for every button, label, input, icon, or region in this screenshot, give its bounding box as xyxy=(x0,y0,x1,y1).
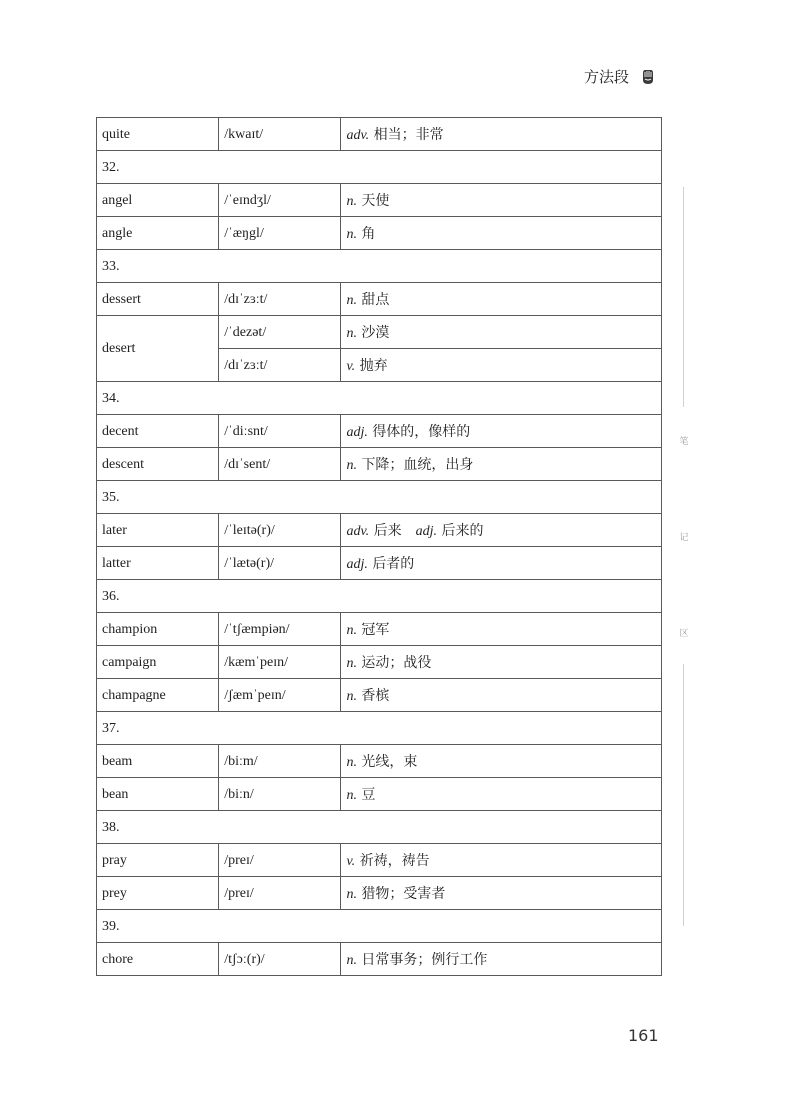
meaning-text: 香槟 xyxy=(361,688,390,704)
ipa-text: /ˈeɪndʒl/ xyxy=(224,192,271,208)
word-cell xyxy=(97,184,219,217)
group-cell xyxy=(97,151,662,184)
word-cell xyxy=(97,745,219,778)
word-cell xyxy=(97,283,219,316)
meaning-text: 天使 xyxy=(361,193,390,209)
word-text: bean xyxy=(102,786,129,802)
word-cell xyxy=(97,547,219,580)
ipa-cell xyxy=(219,646,341,679)
word-cell xyxy=(97,679,219,712)
ipa-text: /ˈlætə(r)/ xyxy=(224,555,274,571)
definition-cell xyxy=(341,448,662,481)
part-of-speech: n. xyxy=(346,656,357,671)
part-of-speech: n. xyxy=(346,689,357,704)
vocabulary-table xyxy=(96,117,662,976)
ipa-text: /preɪ/ xyxy=(224,852,254,868)
word-text: beam xyxy=(102,753,133,769)
word-text: pray xyxy=(102,852,127,868)
group-row xyxy=(97,481,662,514)
group-row xyxy=(97,151,662,184)
group-cell xyxy=(97,910,662,943)
table-row xyxy=(97,514,662,547)
meaning-text: 后者的 xyxy=(372,556,415,572)
word-text: prey xyxy=(102,885,127,901)
notes-label-char-1: 笔 xyxy=(679,437,689,447)
word-text: later xyxy=(102,522,127,538)
group-number: 33. xyxy=(102,258,120,274)
part-of-speech: n. xyxy=(346,326,357,341)
table-row xyxy=(97,679,662,712)
word-cell xyxy=(97,514,219,547)
part-of-speech: n. xyxy=(346,227,357,242)
ipa-cell xyxy=(219,943,341,976)
table-row xyxy=(97,943,662,976)
part-of-speech: n. xyxy=(346,458,357,473)
ipa-cell xyxy=(219,448,341,481)
part-of-speech: n. xyxy=(346,788,357,803)
ipa-cell xyxy=(219,745,341,778)
ipa-text: /biːm/ xyxy=(224,753,258,769)
meaning-text: 冠军 xyxy=(361,622,390,638)
group-row xyxy=(97,250,662,283)
part-of-speech: adj. xyxy=(346,557,368,572)
ipa-text: /dɪˈzɜːt/ xyxy=(224,291,268,307)
definition-cell xyxy=(341,118,662,151)
word-text: angel xyxy=(102,192,133,208)
table-row xyxy=(97,448,662,481)
meaning-text: 抛弃 xyxy=(359,358,388,374)
definition-cell xyxy=(341,184,662,217)
definition-cell xyxy=(341,943,662,976)
part-of-speech: n. xyxy=(346,887,357,902)
word-text: campaign xyxy=(102,654,157,670)
ipa-cell xyxy=(219,877,341,910)
table-row xyxy=(97,118,662,151)
hand-icon xyxy=(641,68,655,86)
notes-label-char-2: 记 xyxy=(679,533,689,543)
ipa-cell xyxy=(219,514,341,547)
ipa-cell xyxy=(219,184,341,217)
meaning-text: 日常事务；例行工作 xyxy=(361,952,488,968)
word-text: descent xyxy=(102,456,144,472)
definition-cell xyxy=(341,217,662,250)
meaning-text: 角 xyxy=(361,226,376,242)
ipa-text: /ˈdiːsnt/ xyxy=(224,423,268,439)
meaning-text: 猎物；受害者 xyxy=(361,886,446,902)
definition-cell xyxy=(341,514,662,547)
table-row xyxy=(97,877,662,910)
ipa-cell xyxy=(219,844,341,877)
table-row xyxy=(97,547,662,580)
group-cell xyxy=(97,382,662,415)
meaning-text: 得体的，像样的 xyxy=(372,424,471,440)
definition-cell xyxy=(341,547,662,580)
table-row xyxy=(97,316,662,349)
group-number: 36. xyxy=(102,588,120,604)
ipa-cell xyxy=(219,547,341,580)
group-row xyxy=(97,382,662,415)
notes-divider-bottom xyxy=(683,664,684,926)
word-text: angle xyxy=(102,225,133,241)
group-cell xyxy=(97,580,662,613)
group-row xyxy=(97,712,662,745)
meaning-text: 相当；非常 xyxy=(373,127,444,143)
definition-cell xyxy=(341,877,662,910)
group-row xyxy=(97,811,662,844)
word-text: champion xyxy=(102,621,158,637)
ipa-cell xyxy=(219,316,341,349)
ipa-text: /ˈdezət/ xyxy=(224,324,267,340)
part-of-speech: adj. xyxy=(346,425,368,440)
word-cell xyxy=(97,118,219,151)
part-of-speech: n. xyxy=(346,623,357,638)
ipa-cell xyxy=(219,778,341,811)
table-row xyxy=(97,184,662,217)
word-text: dessert xyxy=(102,291,141,307)
meaning-text: 豆 xyxy=(361,787,376,803)
ipa-text: /preɪ/ xyxy=(224,885,254,901)
part-of-speech: v. xyxy=(346,359,356,374)
word-cell xyxy=(97,877,219,910)
word-cell xyxy=(97,844,219,877)
group-number: 35. xyxy=(102,489,120,505)
definition-cell xyxy=(341,613,662,646)
group-number: 34. xyxy=(102,390,120,406)
table-row xyxy=(97,778,662,811)
definition-cell xyxy=(341,745,662,778)
part-of-speech: n. xyxy=(346,293,357,308)
table-row xyxy=(97,613,662,646)
definition-cell xyxy=(341,316,662,349)
word-text: chore xyxy=(102,951,134,967)
part-of-speech: n. xyxy=(346,953,357,968)
ipa-cell xyxy=(219,283,341,316)
ipa-text: /dɪˈsent/ xyxy=(224,456,271,472)
meaning-text: 祈祷，祷告 xyxy=(359,853,430,869)
word-text: latter xyxy=(102,555,131,571)
meaning-text: 沙漠 xyxy=(361,325,390,341)
table-row xyxy=(97,217,662,250)
meaning-text: 运动；战役 xyxy=(361,655,432,671)
ipa-cell xyxy=(219,613,341,646)
ipa-text: /dɪˈzɜːt/ xyxy=(224,357,268,373)
group-number: 37. xyxy=(102,720,120,736)
ipa-text: /ˈtʃæmpiən/ xyxy=(224,621,290,637)
meaning-text: 下降；血统，出身 xyxy=(361,457,474,473)
part-of-speech: n. xyxy=(346,755,357,770)
part-of-speech: v. xyxy=(346,854,356,869)
word-cell xyxy=(97,778,219,811)
definition-cell xyxy=(341,844,662,877)
group-cell xyxy=(97,811,662,844)
definition-cell xyxy=(341,679,662,712)
group-number: 32. xyxy=(102,159,120,175)
word-cell xyxy=(97,217,219,250)
table-row xyxy=(97,415,662,448)
word-cell xyxy=(97,613,219,646)
group-cell xyxy=(97,250,662,283)
definition-cell xyxy=(341,349,662,382)
definition-cell xyxy=(341,283,662,316)
ipa-text: /biːn/ xyxy=(224,786,254,802)
meaning-text: 光线，束 xyxy=(361,754,418,770)
group-row xyxy=(97,580,662,613)
table-row xyxy=(97,745,662,778)
ipa-text: /tʃɔː(r)/ xyxy=(224,951,265,967)
definition-cell xyxy=(341,778,662,811)
ipa-text: /kwaɪt/ xyxy=(224,126,264,142)
definition-cell xyxy=(341,646,662,679)
notes-divider-top xyxy=(683,187,684,407)
meaning-text: 后来的 xyxy=(441,523,484,539)
ipa-cell xyxy=(219,679,341,712)
part-of-speech: adj. xyxy=(415,524,437,539)
page-header xyxy=(584,66,655,87)
word-cell xyxy=(97,415,219,448)
group-cell xyxy=(97,481,662,514)
ipa-cell xyxy=(219,349,341,382)
ipa-text: /ˈleɪtə(r)/ xyxy=(224,522,275,538)
ipa-cell xyxy=(219,118,341,151)
word-cell xyxy=(97,943,219,976)
group-cell xyxy=(97,712,662,745)
group-number: 38. xyxy=(102,819,120,835)
group-row xyxy=(97,910,662,943)
group-number: 39. xyxy=(102,918,120,934)
part-of-speech: adv. xyxy=(346,524,370,539)
word-cell xyxy=(97,646,219,679)
chapter-title: 方法段 xyxy=(584,68,630,86)
part-of-speech: adv. xyxy=(346,128,370,143)
table-row xyxy=(97,646,662,679)
ipa-text: /ʃæmˈpeɪn/ xyxy=(224,687,286,703)
word-text: quite xyxy=(102,126,130,142)
word-cell xyxy=(97,448,219,481)
word-text: desert xyxy=(102,341,136,356)
meaning-text: 甜点 xyxy=(361,292,390,308)
meaning-text: 后来 xyxy=(373,523,402,539)
notes-label-char-3: 区 xyxy=(679,629,689,639)
table-row xyxy=(97,283,662,316)
ipa-text: /ˈæŋgl/ xyxy=(224,225,264,241)
page-number: 161 xyxy=(628,1026,659,1045)
ipa-cell xyxy=(219,217,341,250)
table-row xyxy=(97,844,662,877)
ipa-text: /kæmˈpeɪn/ xyxy=(224,654,289,670)
word-text: decent xyxy=(102,423,139,439)
part-of-speech: n. xyxy=(346,194,357,209)
word-cell xyxy=(97,316,219,382)
definition-cell xyxy=(341,415,662,448)
word-text: champagne xyxy=(102,687,166,703)
ipa-cell xyxy=(219,415,341,448)
